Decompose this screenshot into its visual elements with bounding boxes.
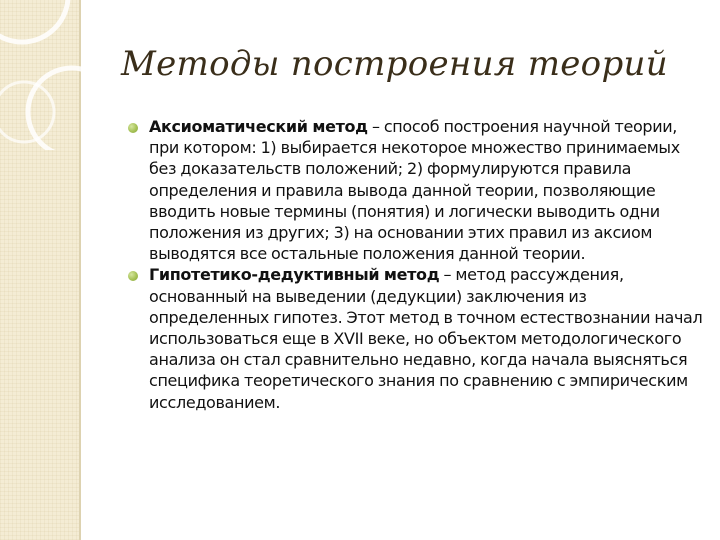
term-hypothetico-deductive: Гипотетико-дедуктивный метод bbox=[149, 265, 440, 285]
bullet-icon bbox=[128, 271, 138, 281]
slide-title: Методы построения теорий bbox=[121, 44, 668, 84]
list-item-axiomatic bbox=[128, 116, 708, 264]
term-axiomatic: Аксиоматический метод bbox=[149, 117, 368, 136]
decorative-circles bbox=[0, 0, 140, 150]
definition-hypothetico-deductive: – метод рассуждения, основанный на выведении (дедукции) заключения из определенных гипотез. Этот метод в точном естествознании начал использоваться еще в XVII веке, но объектом методологического анализа он стал сравнительно недавно, когда начала выясняться специфика теоретического знания по сравнению с эмпирическим исследованием. bbox=[149, 265, 703, 412]
list-item-hypothetico-deductive bbox=[128, 264, 708, 412]
decorative-ring-large bbox=[0, 0, 68, 42]
definition-axiomatic: – способ построения научной теории, при котором: 1) выбирается некоторое множество принимаемых без доказательств положений; 2) формулируются правила определения и правила вывода данной теории, позволяющие вводить новые термины (понятия) и логически выводить одни положения из других; 3) на основании этих правил из аксиом выводятся все остальные положения данной теории. bbox=[149, 117, 680, 264]
bullet-icon bbox=[128, 123, 138, 133]
bullet-list bbox=[128, 116, 708, 413]
